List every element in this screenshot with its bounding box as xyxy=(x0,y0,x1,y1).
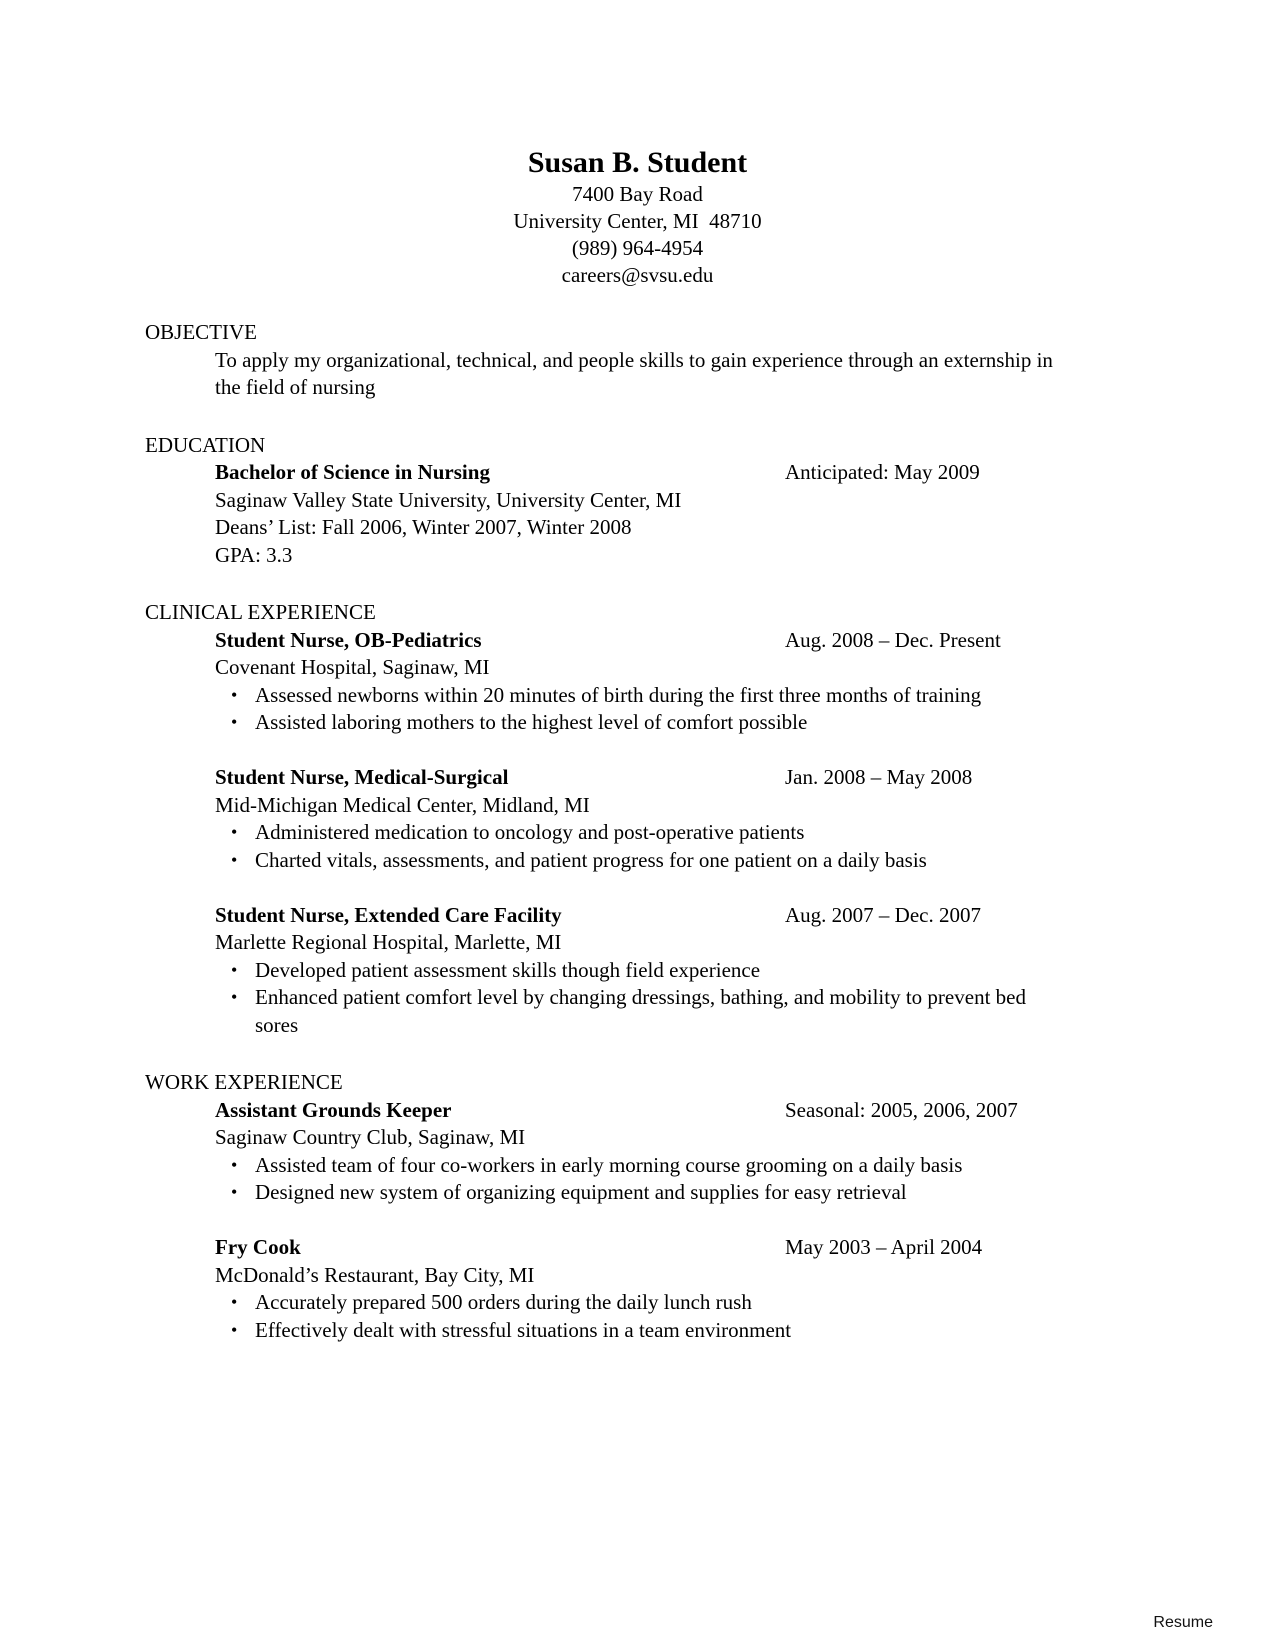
bullet-text: Assisted team of four co-workers in early morning course grooming on a daily basis xyxy=(255,1152,963,1177)
bullet-icon: • xyxy=(231,1182,238,1202)
experience-entry xyxy=(215,627,1275,737)
bullet-icon: • xyxy=(231,1319,238,1340)
address-line-1: 7400 Bay Road xyxy=(572,182,703,206)
bullet-text: Assisted laboring mothers to the highest level of comfort possible xyxy=(255,710,808,734)
section-body xyxy=(215,1097,1275,1345)
section-body xyxy=(215,347,1275,402)
bullet-item xyxy=(215,682,1055,710)
bullet-text: Accurately prepared 500 orders during the daily lunch rush xyxy=(255,1290,752,1314)
section-heading: CLINICAL EXPERIENCE xyxy=(145,600,376,624)
bullet-item xyxy=(215,1317,1055,1345)
bullet-icon: • xyxy=(231,712,238,732)
bullet-text: Assessed newborns within 20 minutes of birth during the first three months of training xyxy=(255,682,982,707)
bullet-item xyxy=(215,1179,1055,1207)
section-heading: WORK EXPERIENCE xyxy=(145,1070,343,1094)
bullet-text: Effectively dealt with stressful situations in a team environment xyxy=(255,1317,792,1342)
entry-title: Student Nurse, Extended Care Facility xyxy=(215,902,562,927)
resume-section xyxy=(145,432,1275,570)
bullet-text: Designed new system of organizing equipment and supplies for easy retrieval xyxy=(255,1180,907,1204)
bullet-item xyxy=(215,1152,1055,1180)
bullet-icon: • xyxy=(231,684,238,705)
experience-entry xyxy=(215,1234,1275,1344)
entry-title-row xyxy=(215,627,1275,655)
bullet-list xyxy=(215,957,1275,1040)
bullet-icon: • xyxy=(231,959,238,980)
footer-resume-label: Resume xyxy=(1153,1614,1213,1631)
experience-entry xyxy=(215,902,1275,1040)
bullet-icon: • xyxy=(231,822,238,842)
resume-section xyxy=(145,599,1275,1039)
section-body xyxy=(215,627,1275,1040)
bullet-text: Developed patient assessment skills though field experience xyxy=(255,957,761,982)
email-address: careers@svsu.edu xyxy=(561,263,714,287)
section-heading: EDUCATION xyxy=(145,432,266,457)
bullet-item xyxy=(215,819,1055,847)
entry-title-row xyxy=(215,902,1275,930)
entry-title-row xyxy=(215,1234,1275,1262)
entry-title: Fry Cook xyxy=(215,1235,301,1259)
entry-detail-line: Mid-Michigan Medical Center, Midland, MI xyxy=(215,792,590,817)
entry-title-row xyxy=(215,1097,1275,1125)
address-line-2: University Center, MI 48710 xyxy=(513,209,762,233)
bullet-icon: • xyxy=(231,1292,238,1312)
entry-date: Aug. 2008 – Dec. Present xyxy=(785,627,1001,652)
bullet-item xyxy=(215,957,1055,985)
entry-date: May 2003 – April 2004 xyxy=(785,1235,983,1259)
entry-detail-line: Covenant Hospital, Saginaw, MI xyxy=(215,655,490,679)
bullet-item xyxy=(215,709,1055,737)
section-body xyxy=(215,459,1275,569)
entry-detail-line: Saginaw Valley State University, University Center, MI xyxy=(215,487,682,512)
bullet-item xyxy=(215,1289,1055,1317)
entry-date: Aug. 2007 – Dec. 2007 xyxy=(785,902,981,927)
bullet-icon: • xyxy=(231,849,238,870)
experience-entry xyxy=(215,459,1275,569)
entry-title: Student Nurse, OB-Pediatrics xyxy=(215,627,482,652)
bullet-item xyxy=(215,847,1055,875)
entry-detail-line: GPA: 3.3 xyxy=(215,542,293,567)
bullet-icon: • xyxy=(231,987,238,1007)
resume-section xyxy=(145,319,1275,402)
resume-section xyxy=(145,1069,1275,1344)
entry-title-row xyxy=(215,764,1275,792)
bullet-list xyxy=(215,1152,1275,1207)
bullet-icon: • xyxy=(231,1154,238,1175)
candidate-name: Susan B. Student xyxy=(527,146,748,179)
section-paragraph: To apply my organizational, technical, and people skills to gain experience through an externship in the field of nursing xyxy=(215,347,1053,399)
phone-number: (989) 964-4954 xyxy=(571,236,704,260)
bullet-text: Charted vitals, assessments, and patient progress for one patient on a daily basis xyxy=(255,847,927,872)
entry-title-row xyxy=(215,459,1275,487)
bullet-list xyxy=(215,1289,1275,1344)
bullet-item xyxy=(215,984,1055,1039)
entry-title: Assistant Grounds Keeper xyxy=(215,1097,452,1122)
entry-date: Jan. 2008 – May 2008 xyxy=(785,765,973,789)
entry-detail-line: Deans’ List: Fall 2006, Winter 2007, Winter 2008 xyxy=(215,515,632,539)
resume-header xyxy=(0,0,1275,289)
entry-title: Student Nurse, Medical-Surgical xyxy=(215,765,509,789)
bullet-list xyxy=(215,682,1275,737)
entry-title: Bachelor of Science in Nursing xyxy=(215,460,490,484)
experience-entry xyxy=(215,764,1275,874)
entry-detail-line: Saginaw Country Club, Saginaw, MI xyxy=(215,1125,526,1149)
section-heading: OBJECTIVE xyxy=(145,320,257,344)
entry-detail-line: McDonald’s Restaurant, Bay City, MI xyxy=(215,1262,535,1287)
bullet-text: Enhanced patient comfort level by changing dressings, bathing, and mobility to prevent bed sores xyxy=(255,985,1026,1037)
bullet-text: Administered medication to oncology and post-operative patients xyxy=(255,820,805,844)
experience-entry xyxy=(215,1097,1275,1207)
sections xyxy=(0,319,1275,1344)
entry-date: Seasonal: 2005, 2006, 2007 xyxy=(785,1097,1018,1122)
entry-date: Anticipated: May 2009 xyxy=(785,460,980,484)
entry-detail-line: Marlette Regional Hospital, Marlette, MI xyxy=(215,930,562,954)
bullet-list xyxy=(215,819,1275,874)
